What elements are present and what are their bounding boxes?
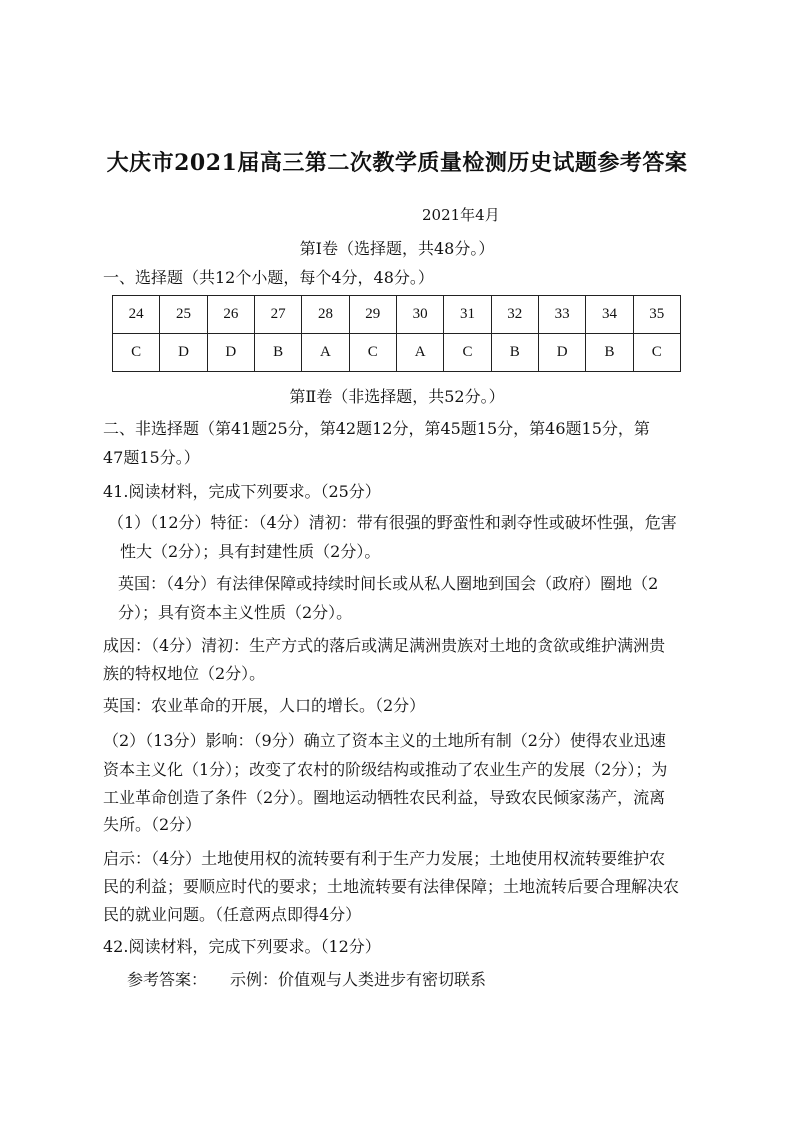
answer-cell: D [538,334,585,372]
answer-cell: D [207,334,254,372]
question-number-cell: 27 [254,296,301,334]
q41-line: （1）（12分）特征：（4分）清初：带有很强的野蛮性和剥夺性或破坏性强，危害 [108,513,677,532]
answer-cell: C [633,334,680,372]
question-number-cell: 28 [302,296,349,334]
q41-line: 性大（2分）；具有封建性质（2分）。 [120,542,381,561]
answer-cell: B [491,334,538,372]
q41-line: 族的特权地位（2分）。 [103,664,266,683]
section2-heading-line2: 47题15分。） [103,448,200,467]
question-number-cell: 34 [586,296,633,334]
answer-table [112,295,681,372]
answer-cell: A [396,334,443,372]
q41-line: 英国：（4分）有法律保障或持续时间长或从私人圈地到国会（政府）圈地（2 [118,574,659,593]
section2-heading-line1: 二、非选择题（第41题25分，第42题12分，第45题15分，第46题15分，第 [103,419,650,438]
part1-heading: 第Ⅰ卷（选择题，共48分。） [299,239,495,258]
q41-line: （2）（13分）影响：（9分）确立了资本主义的土地所有制（2分）使得农业迅速 [103,731,666,750]
q41-line: 民的就业问题。（任意两点即得4分） [103,905,362,924]
question-number-cell: 33 [538,296,585,334]
q41-line: 失所。（2分） [103,815,202,834]
question-number-cell: 29 [349,296,396,334]
question-number-cell: 26 [207,296,254,334]
q41-line: 启示：（4分）土地使用权的流转要有利于生产力发展；土地使用权流转要维护农 [103,849,666,868]
question-number-cell: 24 [113,296,160,334]
question-number-cell: 25 [160,296,207,334]
q41-line: 资本主义化（1分）；改变了农村的阶级结构或推动了农业生产的发展（2分）；为 [103,760,668,779]
q41-line: 工业革命创造了条件（2分）。圈地运动牺牲农民利益，导致农民倾家荡产，流离 [103,788,666,807]
question-number-row [113,296,681,334]
q42-heading: 42.阅读材料，完成下列要求。（12分） [103,937,381,956]
answer-row [113,334,681,372]
answer-cell: C [349,334,396,372]
answer-cell: B [254,334,301,372]
answer-cell: C [113,334,160,372]
q41-line: 成因：（4分）清初：生产方式的落后或满足满洲贵族对土地的贪欲或维护满洲贵 [103,636,666,655]
answer-cell: C [444,334,491,372]
answer-cell: A [302,334,349,372]
question-number-cell: 35 [633,296,680,334]
answer-cell: B [586,334,633,372]
question-number-cell: 31 [444,296,491,334]
q41-line: 英国：农业革命的开展，人口的增长。（2分） [103,696,426,715]
q41-line: 民的利益；要顺应时代的要求；土地流转要有法律保障；土地流转后要合理解决农 [103,877,680,896]
exam-date: 2021年4月 [422,206,500,224]
q41-line: 分）；具有资本主义性质（2分）。 [118,603,353,622]
part2-heading: 第Ⅱ卷（非选择题，共52分。） [289,387,505,406]
section1-heading: 一、选择题（共12个小题，每个4分，48分。） [103,268,434,287]
q42-example: 示例：价值观与人类进步有密切联系 [230,970,487,989]
q41-heading: 41.阅读材料，完成下列要求。（25分） [103,482,381,501]
answer-cell: D [160,334,207,372]
question-number-cell: 30 [396,296,443,334]
q42-answer-label: 参考答案： [127,970,208,989]
question-number-cell: 32 [491,296,538,334]
page-title: 大庆市2021届高三第二次教学质量检测历史试题参考答案 [106,150,688,176]
